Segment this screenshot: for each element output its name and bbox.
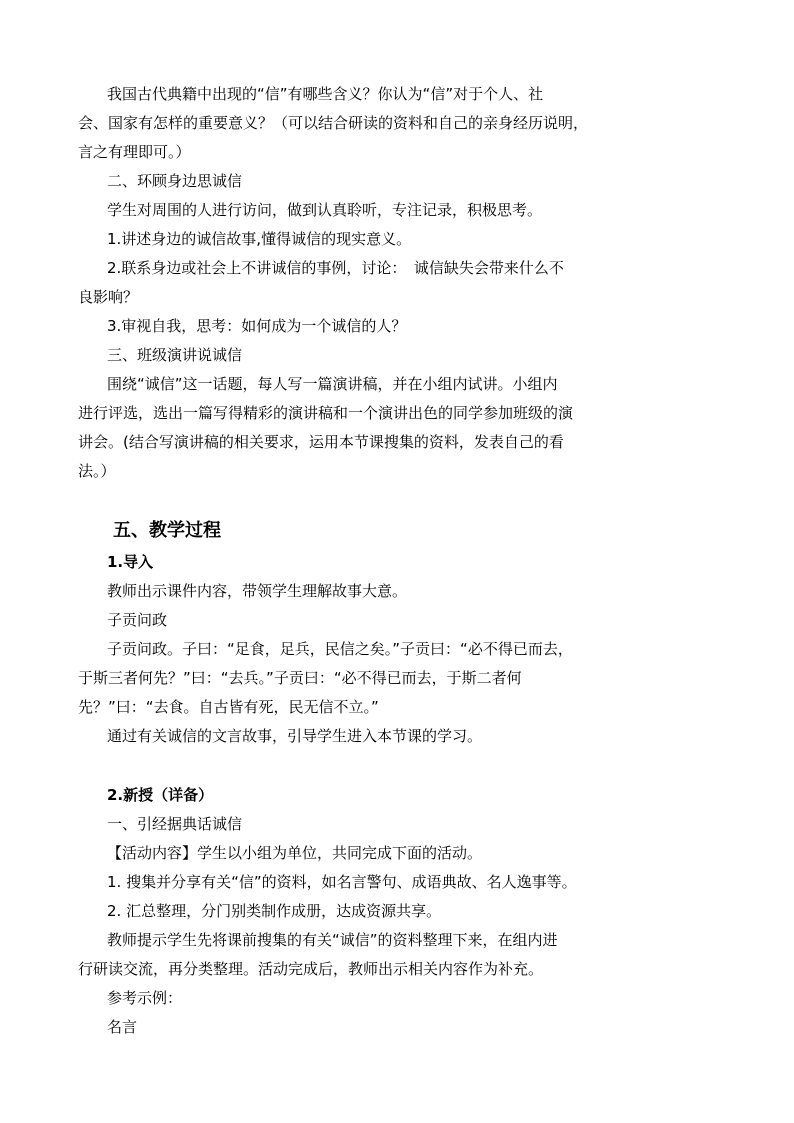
paragraph-line: 子贡问政。子曰：“足食，足兵，民信之矣。”子贡曰：“必不得已而去， — [107, 640, 573, 658]
section-heading: 二、环顾身边思诚信 — [107, 172, 243, 190]
paragraph-line: 【活动内容】学生以小组为单位，共同完成下面的活动。 — [107, 844, 483, 862]
paragraph-line: 良影响？ — [78, 288, 139, 306]
paragraph-line: 会、国家有怎样的重要意义？（可以结合研读的资料和自己的亲身经历说明， — [78, 114, 589, 132]
paragraph-line: 教师提示学生先将课前搜集的有关“诚信”的资料整理下来，在组内进 — [107, 931, 558, 949]
paragraph-line: 法。） — [78, 462, 116, 480]
section-heading: 三、班级演讲说诚信 — [107, 346, 243, 364]
subsection-heading: 2.新授（详备） — [107, 786, 214, 804]
subsection-heading: 1.导入 — [107, 553, 154, 571]
paragraph-line: 行研读交流，再分类整理。活动完成后，教师出示相关内容作为补充。 — [78, 960, 544, 978]
paragraph-line: 学生对周围的人进行访问，做到认真聆听，专注记录，积极思考。 — [107, 201, 543, 219]
story-title: 子贡问政 — [107, 611, 168, 629]
list-item: 2. 汇总整理，分门别类制作成册，达成资源共享。 — [107, 902, 442, 920]
list-item: 3.审视自我，思考：如何成为一个诚信的人？ — [107, 317, 407, 335]
list-item: 1. 搜集并分享有关“信”的资料，如名言警句、成语典故、名人逸事等。 — [107, 873, 577, 891]
list-item: 2.联系身边或社会上不讲诚信的事例，讨论： 诚信缺失会带来什么不 — [107, 259, 564, 277]
paragraph-line: 于斯三者何先？”曰：“去兵。”子贡曰：“必不得已而去，于斯二者何 — [78, 669, 522, 687]
chapter-title: 五、教学过程 — [113, 520, 221, 541]
list-item: 1.讲述身边的诚信故事,懂得诚信的现实意义。 — [107, 230, 412, 248]
paragraph-line: 言之有理即可。） — [78, 143, 191, 161]
paragraph-line: 通过有关诚信的文言故事，引导学生进入本节课的学习。 — [107, 727, 483, 745]
paragraph-line: 进行评选，选出一篇写得精彩的演讲稿和一个演讲出色的同学参加班级的演 — [78, 404, 574, 422]
paragraph-line: 围绕“诚信”这一话题，每人写一篇演讲稿，并在小组内试讲。小组内 — [107, 375, 558, 393]
paragraph-line: 先？”曰：“去食。自古皆有死，民无信不立。” — [78, 698, 379, 716]
paragraph-line: 参考示例： — [107, 989, 183, 1007]
paragraph-line: 名言 — [107, 1018, 138, 1036]
paragraph-line: 教师出示课件内容，带领学生理解故事大意。 — [107, 582, 408, 600]
paragraph-line: 我国古代典籍中出现的“信”有哪些含义？你认为“信”对于个人、社 — [107, 85, 544, 103]
paragraph-line: 讲会。(结合写演讲稿的相关要求，运用本节课搜集的资料，发表自己的看 — [78, 433, 564, 451]
section-heading: 一、引经据典话诚信 — [107, 815, 243, 833]
